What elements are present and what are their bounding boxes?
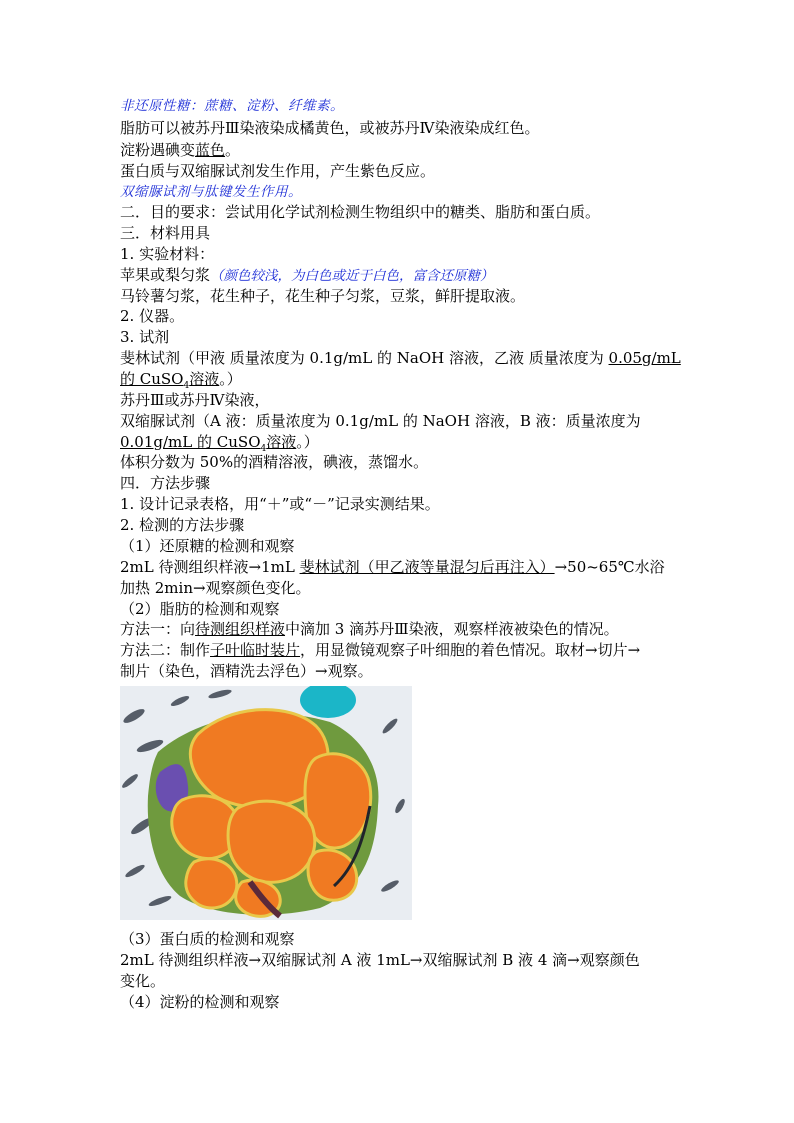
text-segment: 溶液 [189, 370, 220, 388]
instruments-heading: 2. 仪器。 [120, 307, 185, 325]
fat-method-one [120, 619, 619, 639]
color-note: （颜色较浅，为白色或近于白色，富含还原糖） [210, 268, 494, 284]
text-segment: 斐林试剂（甲液 质量浓度为 0.1g/mL 的 NaOH 溶液，乙液 质量浓度为 [120, 349, 609, 367]
text-segment: 中滴加 3 滴苏丹Ⅲ染液，观察样液被染色的情况。 [285, 620, 619, 638]
text-segment: 。） [296, 433, 319, 451]
biuret-reagent-text: 双缩脲试剂（A 液：质量浓度为 0.1g/mL 的 NaOH 溶液，B 液：质量浓度为 [120, 412, 641, 430]
protein-detection-heading: （3）蛋白质的检测和观察 [120, 930, 295, 948]
starch-iodine-text [120, 140, 240, 160]
underlined-term: 斐林试剂（甲乙液等量混匀后再注入） [299, 558, 555, 576]
detection-steps-heading: 2. 检测的方法步骤 [120, 516, 245, 534]
text-segment: 方法二：制作 [120, 641, 211, 659]
underlined-term [120, 370, 220, 391]
subscript: 4 [260, 444, 267, 454]
reducing-sugar-heading: （1）还原糖的检测和观察 [120, 537, 295, 555]
section-materials: 三．材料用具 [120, 224, 211, 242]
protein-procedure-cont: 变化。 [120, 972, 166, 990]
reducing-sugar-procedure [120, 557, 665, 577]
text-segment: 苹果或梨匀浆 [120, 266, 211, 284]
underlined-term: 0.05g/mL [608, 349, 681, 367]
reagents-heading: 3. 试剂 [120, 328, 170, 346]
text-segment: ，用显微镜观察子叶细胞的着色情况。取材→切片→ [300, 641, 641, 659]
alcohol-iodine-text: 体积分数为 50%的酒精溶液，碘液，蒸馏水。 [120, 453, 429, 471]
fat-staining-text: 脂肪可以被苏丹Ⅲ染液染成橘黄色，或被苏丹Ⅳ染液染成红色。 [120, 119, 540, 137]
fat-method-two-cont: 制片（染色，酒精洗去浮色）→观察。 [120, 662, 373, 680]
nonreducing-sugar-note: 非还原性糖：蔗糖、淀粉、纤维素。 [120, 98, 344, 114]
section-objective: 二．目的要求：尝试用化学试剂检测生物组织中的糖类、脂肪和蛋白质。 [120, 203, 601, 221]
text-segment: 的 CuSO [120, 370, 184, 388]
starch-detection-heading: （4）淀粉的检测和观察 [120, 993, 280, 1011]
reducing-sugar-procedure-cont: 加热 2min→观察颜色变化。 [120, 579, 311, 597]
fat-detection-heading: （2）脂肪的检测和观察 [120, 600, 280, 618]
text-segment: 溶液 [266, 433, 297, 451]
protein-biuret-text: 蛋白质与双缩脲试剂发生作用，产生紫色反应。 [120, 162, 436, 180]
underlined-term [120, 433, 297, 454]
biuret-peptide-note: 双缩脲试剂与肽键发生作用。 [120, 184, 302, 200]
materials-list: 马铃薯匀浆，花生种子，花生种子匀浆，豆浆，鲜肝提取液。 [120, 287, 526, 305]
fat-method-two [120, 640, 640, 660]
text-segment: 0.01g/mL 的 CuSO [120, 433, 261, 451]
section-methods: 四．方法步骤 [120, 474, 211, 492]
text-segment: 淀粉遇碘变 [120, 141, 196, 159]
record-table-step: 1. 设计记录表格，用“＋”或“－”记录实测结果。 [120, 495, 440, 513]
peanut-cotyledon-micrograph [120, 686, 412, 920]
text-segment: →50~65℃水浴 [554, 558, 665, 576]
underlined-term: 子叶临时装片 [210, 641, 301, 659]
micrograph-figure [120, 686, 412, 920]
text-segment: 2mL 待测组织样液→1mL [120, 558, 300, 576]
protein-procedure: 2mL 待测组织样液→双缩脲试剂 A 液 1mL→双缩脲试剂 B 液 4 滴→观察颜色 [120, 951, 640, 969]
underlined-term: 待测组织样液 [195, 620, 286, 638]
fehling-reagent-text [120, 348, 681, 368]
sudan-reagent-text: 苏丹Ⅲ或苏丹Ⅳ染液， [120, 391, 270, 409]
apple-pear-text [120, 265, 494, 286]
text-segment: 方法一：向 [120, 620, 196, 638]
materials-heading: 1. 实验材料： [120, 245, 215, 263]
underlined-term: 蓝色 [195, 141, 226, 159]
text-segment: 。 [225, 141, 241, 159]
text-segment: 。） [219, 370, 242, 388]
subscript: 4 [183, 381, 190, 391]
